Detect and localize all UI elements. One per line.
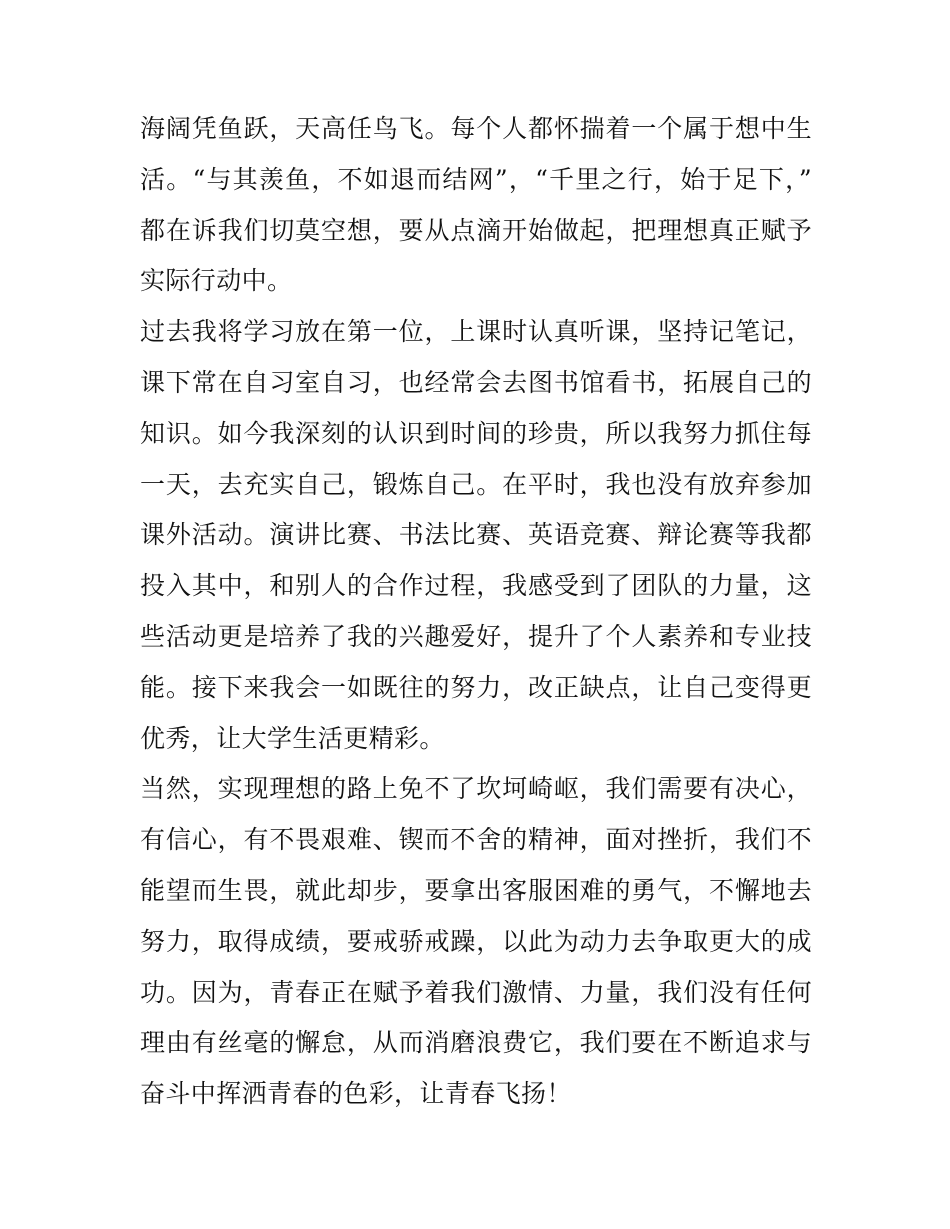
paragraph-1: 海阔凭鱼跃，天高任鸟飞。每个人都怀揣着一个属于想中生活。“与其羡鱼，不如退而结网”，“千里之行，始于足下，”都在诉我们切莫空想，要从点滴开始做起，把理想真正赋予实际行动中。 <box>140 114 812 296</box>
paragraph-3: 当然，实现理想的路上免不了坎坷崎岖，我们需要有决心，有信心，有不畏艰难、锲而不舍的精神，面对挫折，我们不能望而生畏，就此却步，要拿出客服困难的勇气，不懈地去努力，取得成绩，要戒骄戒躁，以此为动力去争取更大的成功。因为，青春正在赋予着我们激情、力量，我们没有任何理由有丝毫的懈怠，从而消磨浪费它，我们要在不断追求与奋斗中挥洒青春的色彩，让青春飞扬！ <box>140 774 812 1109</box>
document-body <box>140 104 812 1120</box>
paragraph-2: 过去我将学习放在第一位，上课时认真听课，坚持记笔记，课下常在自习室自习，也经常会去图书馆看书，拓展自己的知识。如今我深刻的认识到时间的珍贵，所以我努力抓住每一天，去充实自己，锻炼自己。在平时，我也没有放弃参加课外活动。演讲比赛、书法比赛、英语竞赛、辩论赛等我都投入其中，和别人的合作过程，我感受到了团队的力量，这些活动更是培养了我的兴趣爱好，提升了个人素养和专业技能。接下来我会一如既往的努力，改正缺点，让自己变得更优秀，让大学生活更精彩。 <box>140 317 812 753</box>
